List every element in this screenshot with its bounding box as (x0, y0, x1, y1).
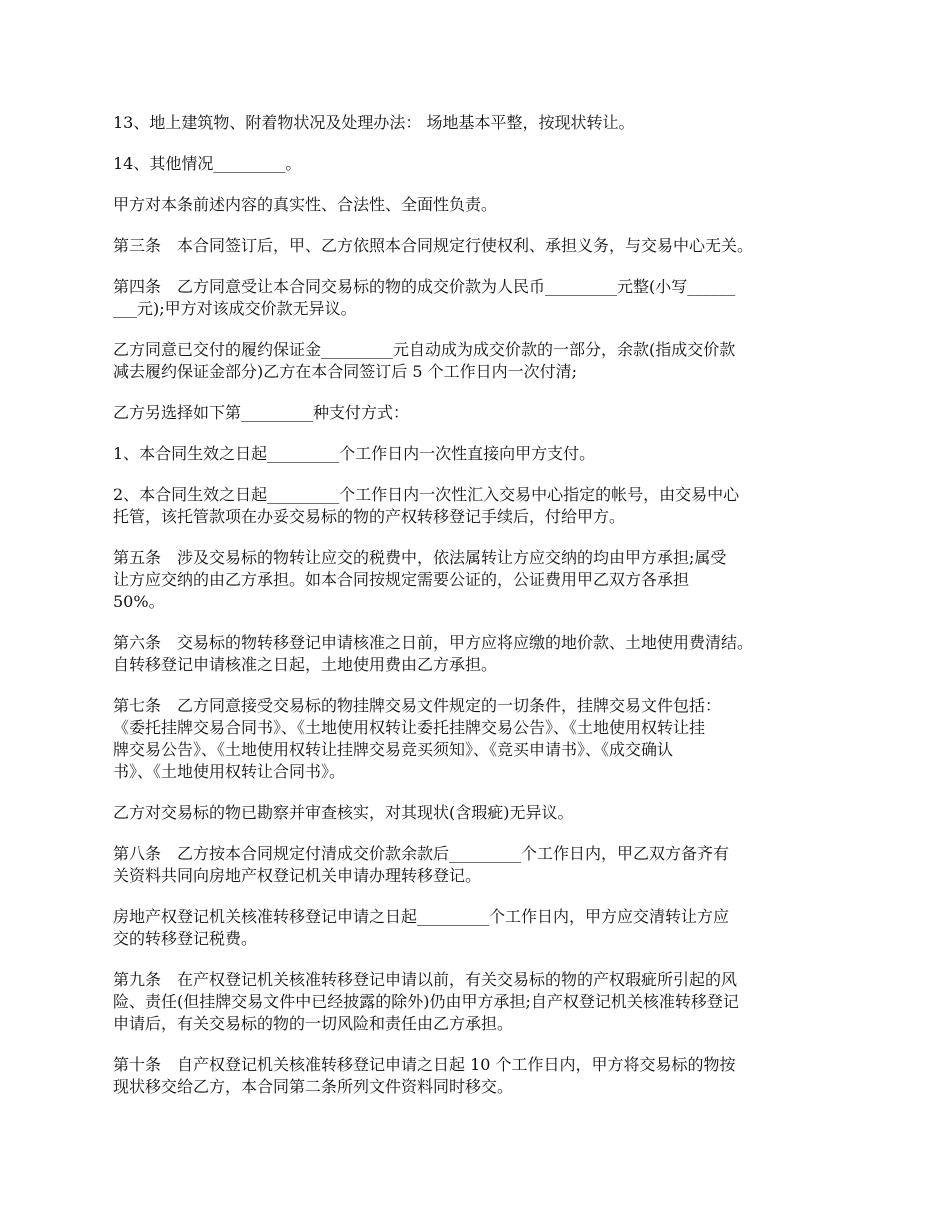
paragraph-inspection: 乙方对交易标的物已勘察并审查核实，对其现状(含瑕疵)无异议。 (113, 803, 574, 822)
paragraph-payment-method: 乙方另选择如下第_________种支付方式： (113, 403, 410, 422)
paragraph-article-4: 第四条 乙方同意受让本合同交易标的物的成交价款为人民币_________元整(小写______ ___元);甲方对该成交价款无异议。 (113, 277, 736, 318)
paragraph-article-7: 第七条 乙方同意接受交易标的物挂牌交易文件规定的一切条件，挂牌交易文件包括： 《委托挂牌交易合同书》、《土地使用权转让委托挂牌交易公告》、《土地使用权转让挂 牌交易公告》、《土地使用权转让挂牌交易竞买须知》、《竞买申请书》、《成交确认 书》、《土地使用权转让合同书》。 (113, 696, 722, 781)
paragraph-article-10: 第十条 自产权登记机关核准转移登记申请之日起 10 个工作日内，甲方将交易标的物按 现状移交给乙方，本合同第二条所列文件资料同时移交。 (113, 1055, 736, 1096)
paragraph-party-a-responsibility: 甲方对本条前述内容的真实性、合法性、全面性负责。 (113, 195, 498, 214)
paragraph-article-8: 第八条 乙方按本合同规定付清成交价款余款后_________个工作日内，甲乙双方备齐有 关资料共同向房地产权登记机关申请办理转移登记。 (113, 844, 730, 885)
paragraph-payment-option-2: 2、本合同生效之日起_________个工作日内一次性汇入交易中心指定的帐号，由交易中心 托管，该托管款项在办妥交易标的物的产权转移登记手续后，付给甲方。 (113, 485, 740, 526)
paragraph-registration-tax: 房地产权登记机关核准转移登记申请之日起_________个工作日内，甲方应交清转让方应 交的转移登记税费。 (113, 907, 730, 948)
paragraph-article-9: 第九条 在产权登记机关核准转移登记申请以前，有关交易标的物的产权瑕疵所引起的风 险、责任(但挂牌交易文件中已经披露的除外)仍由甲方承担;自产权登记机关核准转移登记 申请后，有关交易标的物的一切风险和责任由乙方承担。 (113, 970, 739, 1033)
paragraph-payment-option-1: 1、本合同生效之日起_________个工作日内一次性直接向甲方支付。 (113, 444, 596, 463)
paragraph-article-6: 第六条 交易标的物转移登记申请核准之日前，甲方应将应缴的地价款、土地使用费清结。 自转移登记申请核准之日起，土地使用费由乙方承担。 (113, 633, 754, 674)
document-body (113, 112, 853, 1117)
paragraph-deposit: 乙方同意已交付的履约保证金_________元自动成为成交价款的一部分，余款(指成交价款 减去履约保证金部分)乙方在本合同签订后 5 个工作日内一次付清; (113, 340, 736, 381)
paragraph-article-5: 第五条 涉及交易标的物转让应交的税费中，依法属转让方应交纳的均由甲方承担;属受 让方应交纳的由乙方承担。如本合同按规定需要公证的，公证费用甲乙双方各承担 50%。 (113, 548, 727, 611)
paragraph-item-14: 14、其他情况_________。 (113, 154, 302, 173)
paragraph-item-13: 13、地上建筑物、附着物状况及处理办法： 场地基本平整，按现状转让。 (113, 113, 635, 132)
paragraph-article-3: 第三条 本合同签订后，甲、乙方依照本合同规定行使权利、承担义务，与交易中心无关。 (113, 236, 754, 255)
